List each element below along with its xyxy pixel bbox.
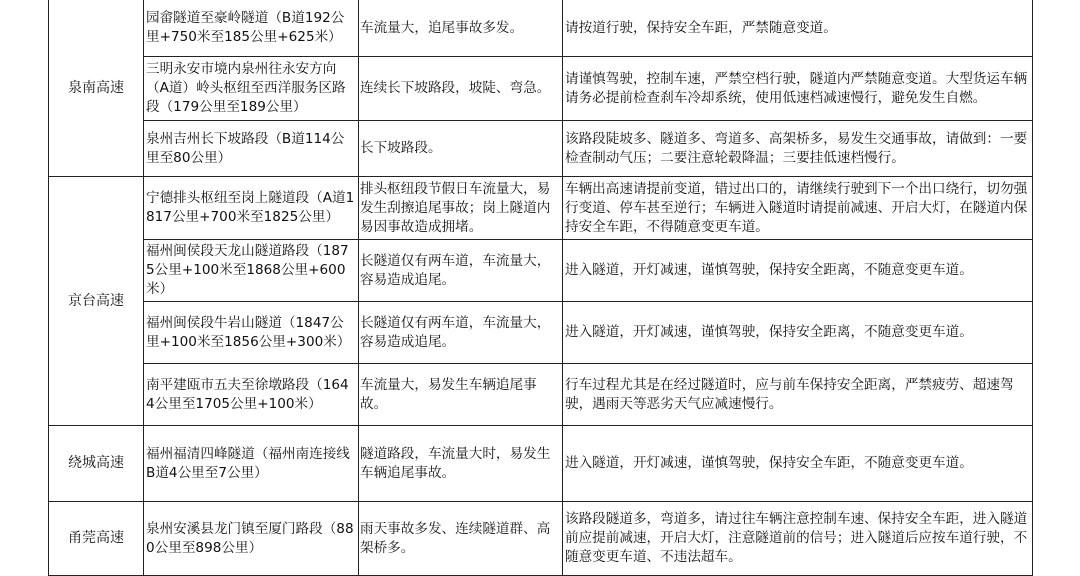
road-name-cell: 甬莞高速	[49, 502, 144, 576]
risk-cell: 连续长下坡路段，坡陡、弯急。	[359, 57, 563, 121]
table-row	[49, 0, 1033, 57]
advice-cell: 请谨慎驾驶，控制车速，严禁空档行驶，隧道内严禁随意变道。大型货运车辆请务必提前检查刹车冷却系统，使用低速档减速慢行，避免发生自燃。	[563, 57, 1033, 121]
section-cell: 三明永安市境内泉州往永安方向（A道）岭头枢纽至西洋服务区路段（179公里至189公里）	[144, 57, 359, 121]
table-row	[49, 502, 1033, 576]
section-cell: 宁德排头枢纽至岗上隧道段（A道1817公里+700米至1825公里）	[144, 177, 359, 240]
risk-cell: 雨天事故多发、连续隧道群、高架桥多。	[359, 502, 563, 576]
section-cell: 泉州安溪县龙门镇至厦门路段（880公里至898公里）	[144, 502, 359, 576]
section-cell: 南平建瓯市五夫至徐墩路段（1644公里至1705公里+100米）	[144, 364, 359, 426]
risk-cell: 车流量大，追尾事故多发。	[359, 0, 563, 57]
advice-cell: 进入隧道，开灯减速，谨慎驾驶，保持安全距离，不随意变更车道。	[563, 240, 1033, 302]
section-cell: 泉州吉州长下坡路段（B道114公里至80公里）	[144, 121, 359, 177]
table-row	[49, 121, 1033, 177]
advice-cell: 车辆出高速请提前变道，错过出口的，请继续行驶到下一个出口绕行，切勿强行变道、停车甚至逆行；车辆进入隧道时请提前减速、开启大灯，在隧道内保持安全车距，不得随意变更车道。	[563, 177, 1033, 240]
section-cell: 福州福清四峰隧道（福州南连接线B道4公里至7公里）	[144, 426, 359, 502]
advice-cell: 进入隧道，开灯减速，谨慎驾驶，保持安全距离，不随意变更车道。	[563, 302, 1033, 364]
advice-cell: 行车过程尤其是在经过隧道时，应与前车保持安全距离，严禁疲劳、超速驾驶，遇雨天等恶劣天气应减速慢行。	[563, 364, 1033, 426]
table-row	[49, 240, 1033, 302]
road-name-cell: 绕城高速	[49, 426, 144, 502]
risk-cell: 长下坡路段。	[359, 121, 563, 177]
risk-cell: 长隧道仅有两车道，车流量大，容易造成追尾。	[359, 240, 563, 302]
section-cell: 园畲隧道至豪岭隧道（B道192公里+750米至185公里+625米）	[144, 0, 359, 57]
table-row	[49, 364, 1033, 426]
table-row	[49, 426, 1033, 502]
section-cell: 福州闽侯段牛岩山隧道（1847公里+100米至1856公里+300米）	[144, 302, 359, 364]
risk-cell: 长隧道仅有两车道，车流量大，容易造成追尾。	[359, 302, 563, 364]
risk-cell: 排头枢纽段节假日车流量大，易发生刮擦追尾事故；岗上隧道内易因事故造成拥堵。	[359, 177, 563, 240]
road-safety-table	[48, 0, 1033, 576]
section-cell: 福州闽侯段天龙山隧道路段（1875公里+100米至1868公里+600米）	[144, 240, 359, 302]
road-name-cell	[49, 0, 144, 177]
table-row	[49, 302, 1033, 364]
advice-cell: 该路段隧道多，弯道多，请过往车辆注意控制车速、保持安全车距，进入隧道前应提前减速，开启大灯，注意隧道前的信号；进入隧道后应按车道行驶，不随意变更车道、不违法超车。	[563, 502, 1033, 576]
advice-cell: 该路段陡坡多、隧道多、弯道多、高架桥多，易发生交通事故，请做到：一要检查制动气压；二要注意轮毂降温；三要挂低速档慢行。	[563, 121, 1033, 177]
road-name: 泉南高速	[68, 79, 124, 96]
table-row	[49, 57, 1033, 121]
advice-cell: 进入隧道，开灯减速，谨慎驾驶，保持安全车距，不随意变更车道。	[563, 426, 1033, 502]
table-row	[49, 177, 1033, 240]
risk-cell: 隧道路段，车流量大时，易发生车辆追尾事故。	[359, 426, 563, 502]
risk-cell: 车流量大，易发生车辆追尾事故。	[359, 364, 563, 426]
advice-cell: 请按道行驶，保持安全车距，严禁随意变道。	[563, 0, 1033, 57]
road-name-cell: 京台高速	[49, 177, 144, 426]
